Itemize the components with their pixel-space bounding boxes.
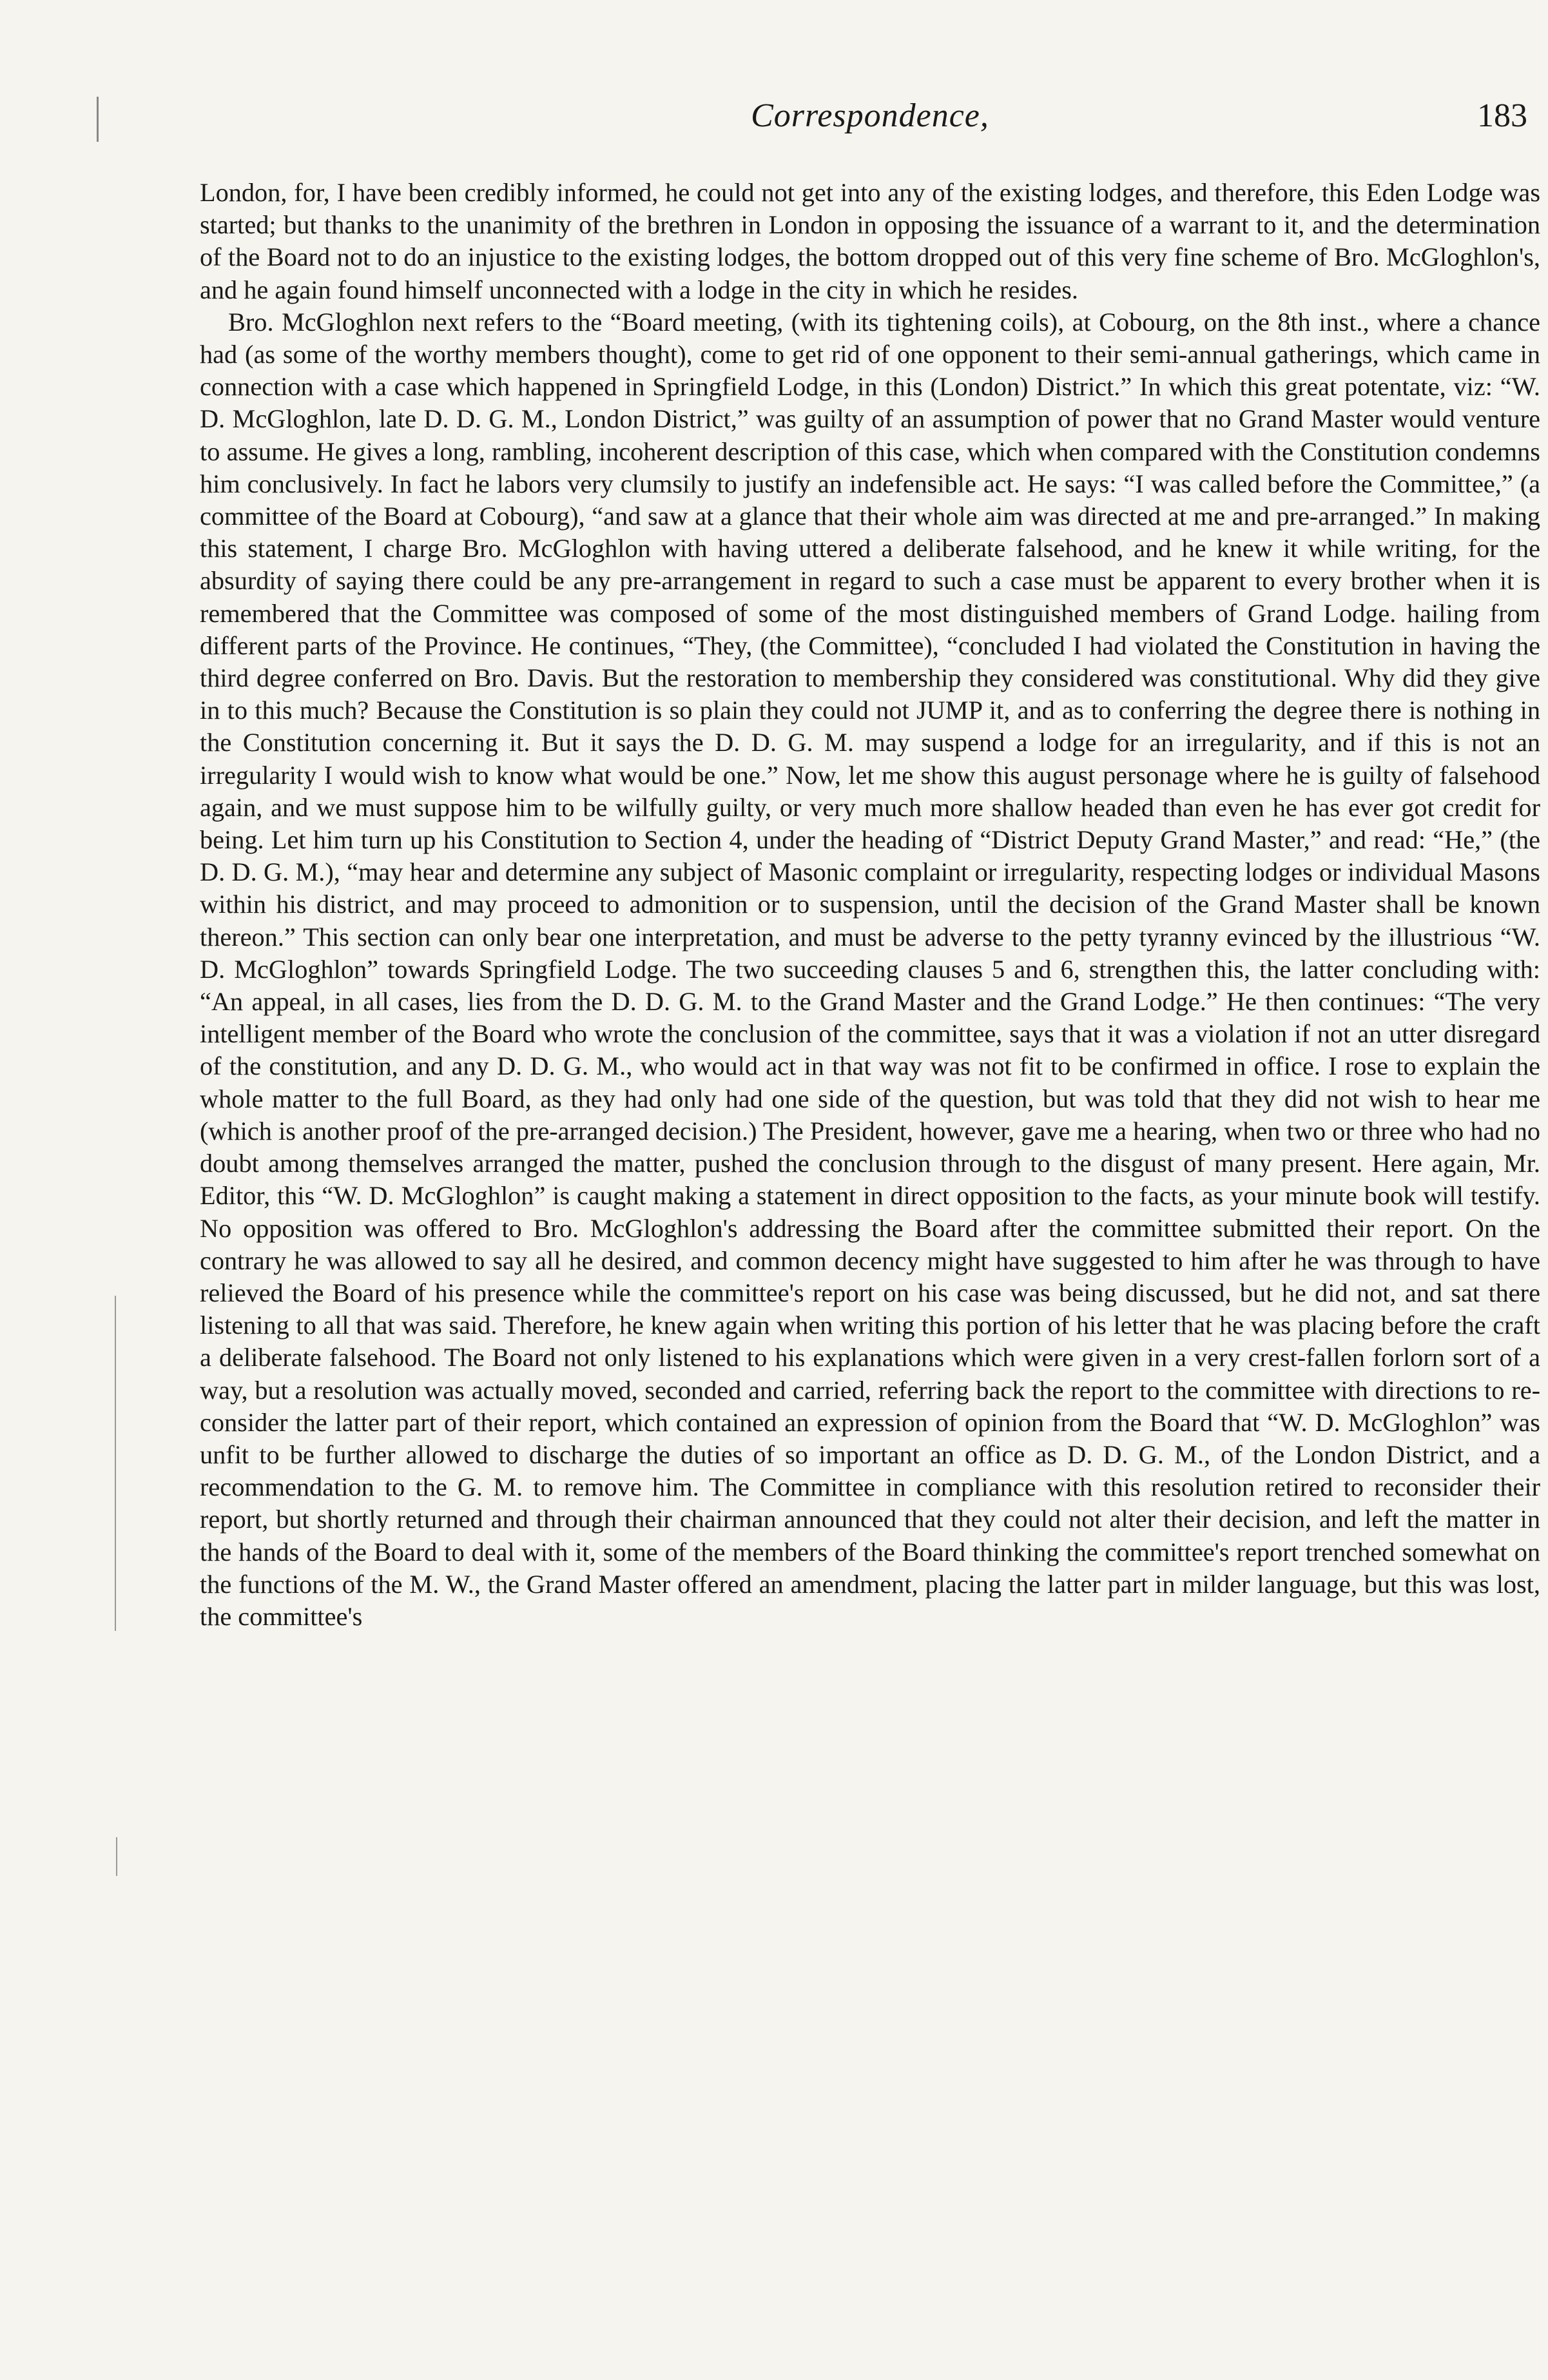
paragraph: London, for, I have been credibly informed, he could not get into any of the existing lodges, and therefore, this Eden Lodge was started; but thanks to the unanimity of the brethren in London in opposing the issuance of a warrant to it, and the determination of the Board not to do an injustice to the existing lodges, the bottom dropped out of this very fine scheme of Bro. McGloghlon's, and he again found himself unconnected with a lodge in the city in which he resides. xyxy=(200,178,1540,304)
margin-rule-top xyxy=(97,97,99,142)
document-page xyxy=(200,97,1548,2353)
body-text xyxy=(200,177,1540,1633)
paragraph: Bro. McGloghlon next refers to the “Board meeting, (with its tightening coils), at Cobourg, on the 8th inst., where a chance had (as some of the worthy members thought), come to get rid of one opponent to their semi-annual gatherings, which came in connection with a case which happened in Springfield Lodge, in this (London) District.” In which this great potentate, viz: “W. D. McGloghlon, late D. D. G. M., London District,” was guilty of an assumption of power that no Grand Master would venture to assume. He gives a long, rambling, incoherent description of this case, which when compared with the Constitution condemns him conclusively. In fact he labors very clumsily to justify an indefensible act. He says: “I was called before the Committee,” (a committee of the Board at Cobourg), “and saw at a glance that their whole aim was directed at me and pre-arranged.” In making this statement, I charge Bro. McGloghlon with having uttered a deliberate falsehood, and he knew it while writing, for the absurdity of saying there could be any pre-arrangement in regard to such a case must be apparent to every brother when it is remembered that the Committee was composed of some of the most distinguished members of Grand Lodge. hailing from different parts of the Province. He continues, “They, (the Committee), “concluded I had violated the Constitution in having the third degree conferred on Bro. Davis. But the restoration to membership they considered was constitutional. Why did they give in to this much? Because the Constitution is so plain they could not JUMP it, and as to conferring the degree there is nothing in the Constitution concerning it. But it says the D. D. G. M. may suspend a lodge for an irregularity, and if this is not an irregularity I would wish to know what would be one.” Now, let me show this august personage where he is guilty of falsehood again, and we must suppose him to be wilfully guilty, or very much more shallow headed than even he has ever got credit for being. Let him turn up his Constitution to Section 4, under the heading of “District Deputy Grand Master,” and read: “He,” (the D. D. G. M.), “may hear and determine any subject of Masonic complaint or irregularity, respecting lodges or individual Masons within his district, and may proceed to admonition or to suspension, until the decision of the Grand Master shall be known thereon.” This section can only bear one interpretation, and must be adverse to the petty tyranny evinced by the illustrious “W. D. McGloghlon” towards Springfield Lodge. The two succeeding clauses 5 and 6, strengthen this, the latter concluding with: “An appeal, in all cases, lies from the D. D. G. M. to the Grand Master and the Grand Lodge.” He then continues: “The very intelligent member of the Board who wrote the conclusion of the committee, says that it was a violation if not an utter disregard of the constitution, and any D. D. G. M., who would act in that way was not fit to be confirmed in office. I rose to explain the whole matter to the full Board, as they had only had one side of the question, but was told that they did not wish to hear me (which is another proof of the pre-arranged decision.) The President, however, gave me a hearing, when two or three who had no doubt among themselves arranged the matter, pushed the conclusion through to the disgust of many present. Here again, Mr. Editor, this “W. D. McGloghlon” is caught making a statement in direct opposition to the facts, as your minute book will testify. No opposition was offered to Bro. McGloghlon's addressing the Board after the committee submitted their report. On the contrary he was allowed to say all he desired, and common decency might have suggested to him after he was through to have relieved the Board of his presence while the committee's report on his case was being discussed, but he did not, and sat there listening to all that was said. Therefore, he knew again when writing this portion of his letter that he was placing before the craft a deliberate falsehood. The Board not only listened to his explanations which were given in a very crest-fallen forlorn sort of a way, but a resolution was actually moved, seconded and carried, referring back the report to the committee with directions to re-consider the latter part of their report, which contained an expression of opinion from the Board that “W. D. McGloghlon” was unfit to be further allowed to discharge the duties of so important an office as D. D. G. M., of the London District, and a recommendation to the G. M. to remove him. The Committee in compliance with this resolution retired to reconsider their report, but shortly returned and through their chairman announced that they could not alter their decision, and left the matter in the hands of the Board to deal with it, some of the members of the Board thinking the committee's report trenched somewhat on the functions of the M. W., the Grand Master offered an amendment, placing the latter part in milder language, but this was lost, the committee's xyxy=(200,307,1540,1631)
running-title: Correspondence, xyxy=(751,97,989,134)
margin-rule-lower xyxy=(116,1837,117,1876)
page-number: 183 xyxy=(1477,97,1527,134)
running-header xyxy=(200,97,1540,155)
margin-rule-middle xyxy=(115,1296,116,1631)
